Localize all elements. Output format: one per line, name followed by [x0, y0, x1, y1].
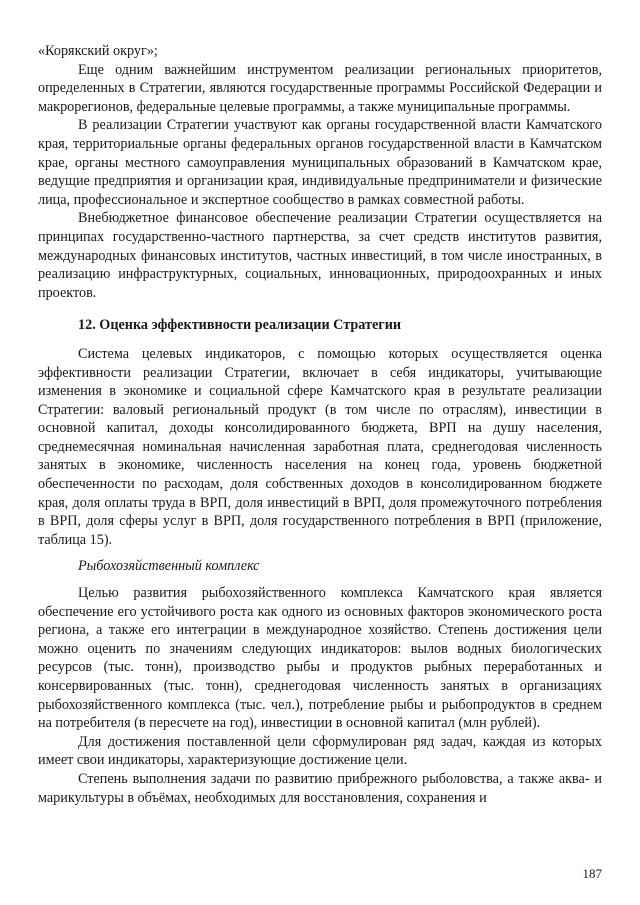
- page-content: [38, 42, 602, 807]
- page-number: 187: [582, 866, 602, 881]
- paragraph-indicators: Система целевых индикаторов, с помощью которых осуществляется оценка эффективности реализации Стратегии, включает в себя индикаторы, учитывающие изменения в экономике и социальной сфере Камчатского края в результате реализации Стратегии: валовый региональный продукт (в том числе по отраслям), инвестиции в основной капитал, доходы консолидированного бюджета, ВРП на душу населения, среднемесячная номинальная начисленная заработная плата, среднегодовая численность занятых в экономике, численность населения на конец года, уровень бюджетной обеспеченности по расходам, доля собственных доходов в консолидированном бюджете края, доля оплаты труда в ВРП, доля инвестиций в ВРП, доля промежуточного потребления в ВРП, доля сферы услуг в ВРП, доля государственного потребления в ВРП (приложение, таблица 15).: [38, 345, 602, 548]
- paragraph-continuation: «Корякский округ»;: [38, 43, 158, 59]
- subsection-heading: Рыбохозяйственный комплекс: [78, 558, 260, 575]
- paragraph-fishery-tasks: Для достижения поставленной цели сформулирован ряд задач, каждая из которых имеет свои индикаторы, характеризующие достижение цели.: [38, 733, 602, 769]
- paragraph-participants: В реализации Стратегии участвуют как органы государственной власти Камчатского края, территориальные органы федеральных органов государственной власти в Камчатском крае, органы местного самоуправления муниципальных образований в Камчатском крае, ведущие предприятия и организации края, индивидуальные предприниматели и физические лица, профессиональное и экспертное сообщество в рамках совместной работы.: [38, 117, 602, 208]
- section-heading: 12. Оценка эффективности реализации Стратегии: [78, 317, 402, 334]
- paragraph-programs: Еще одним важнейшим инструментом реализации региональных приоритетов, определенных в Стратегии, являются государственные программы Российской Федерации и макрорегионов, федеральные целевые программы, а также муниципальные программы.: [38, 61, 602, 115]
- paragraph-financing: Внебюджетное финансовое обеспечение реализации Стратегии осуществляется на принципах государственно-частного партнерства, за счет средств институтов развития, международных финансовых институтов, частных инвестиций, в том числе иностранных, в реализацию инфраструктурных, социальных, инновационных, природоохранных и иных проектов.: [38, 210, 602, 301]
- paragraph-fishery-coastal: Степень выполнения задачи по развитию прибрежного рыболовства, а также аква- и марикультуры в объёмах, необходимых для восстановления, сохранения и: [38, 770, 602, 806]
- paragraph-fishery-goal: Целью развития рыбохозяйственного комплекса Камчатского края является обеспечение его устойчивого роста как одного из основных факторов экономического роста региона, а также его интеграции в международное хозяйство. Степень достижения цели можно оценить по значениям следующих индикаторов: вылов водных биологических ресурсов (тыс. тонн), производство рыбы и продуктов рыбных переработанных и консервированных (тыс. тонн), среднегодовая численность занятых в организациях рыбохозяйственного комплекса (тыс. чел.), потребление рыбы и рыбопродуктов в среднем на потребителя (в пересчете на год), инвестиции в основной капитал (млн рублей).: [38, 585, 602, 732]
